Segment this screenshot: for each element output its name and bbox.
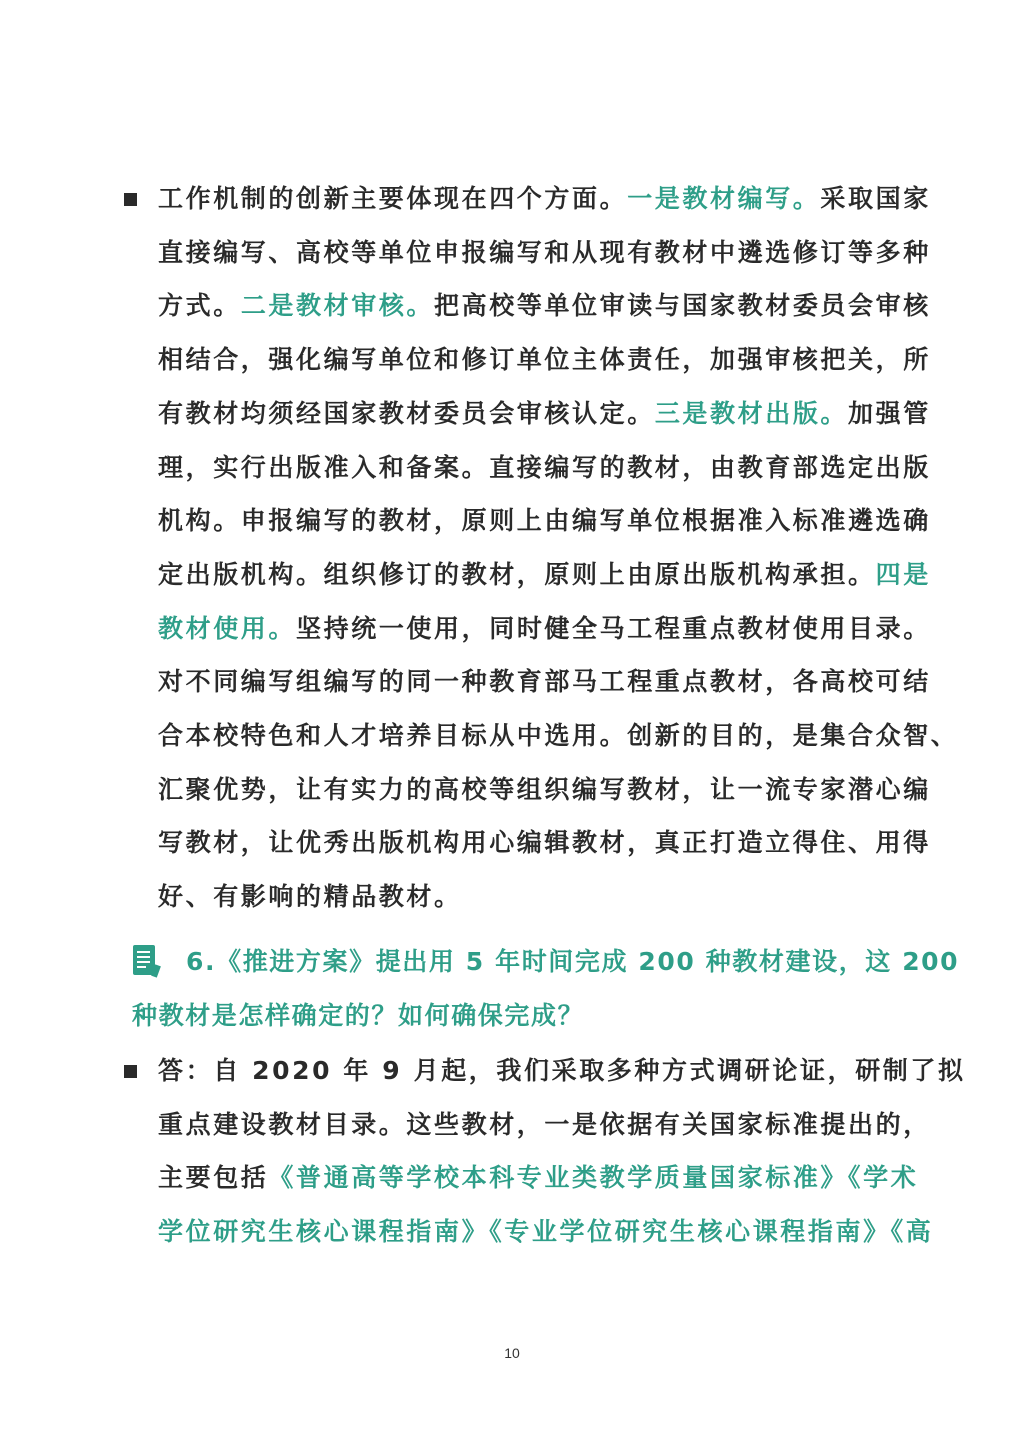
page-number: 10 [504, 1345, 520, 1361]
question-heading-line-2: 种教材是怎样确定的？如何确保完成？ [132, 1001, 585, 1030]
text-line [158, 235, 931, 271]
body-text: 相结合，强化编写单位和修订单位主体责任，加强审核把关，所 [158, 345, 931, 375]
text-line [158, 342, 931, 378]
body-text: 重点建设教材目录。这些教材，一是依据有关国家标准提出的， [158, 1109, 931, 1139]
text-line [158, 181, 931, 217]
text-line [158, 718, 958, 754]
text-line [158, 288, 931, 324]
body-text: 主要包括 [158, 1163, 269, 1193]
body-text: 直接编写、高校等单位申报编写和从现有教材中遴选修订等多种 [158, 237, 931, 267]
text-line [158, 879, 462, 915]
document-icon [131, 943, 161, 979]
text-line [158, 450, 931, 486]
body-text: 理，实行出版准入和备案。直接编写的教材，由教育部选定出版 [158, 452, 931, 482]
text-line [158, 1160, 918, 1196]
highlighted-text: 教材使用。 [158, 613, 297, 643]
body-text: 好、有影响的精品教材。 [158, 882, 462, 912]
body-text: 写教材，让优秀出版机构用心编辑教材，真正打造立得住、用得 [158, 828, 931, 858]
body-text: 坚持统一使用，同时健全马工程重点教材使用目录。 [296, 613, 931, 643]
body-text: 加强管 [848, 398, 931, 428]
highlighted-text: 四是 [875, 559, 931, 589]
body-text: 把高校等单位审读与国家教材委员会审核 [434, 291, 931, 321]
bullet-marker [124, 193, 137, 206]
question-heading-line-1: 6.《推进方案》提出用 5 年时间完成 200 种教材建设，这 200 [186, 947, 960, 976]
text-line [158, 1107, 931, 1143]
text-line [158, 1214, 933, 1250]
body-text: 方式。 [158, 291, 241, 321]
body-text: 定出版机构。组织修订的教材，原则上由原出版机构承担。 [158, 559, 876, 589]
highlighted-text: 三是教材出版。 [654, 398, 849, 428]
text-line [158, 557, 931, 593]
text-line [158, 1053, 966, 1089]
text-line [158, 396, 931, 432]
body-text: 合本校特色和人才培养目标从中选用。创新的目的，是集合众智、 [158, 721, 959, 750]
text-line [158, 503, 931, 539]
highlighted-text: 一是教材编写。 [627, 184, 821, 213]
highlighted-text: 《普通高等学校本科专业类教学质量国家标准》《学术 [268, 1163, 919, 1193]
text-line [158, 825, 931, 861]
body-text: 工作机制的创新主要体现在四个方面。 [158, 184, 628, 213]
bullet-marker [124, 1065, 137, 1078]
highlighted-text: 二是教材审核。 [240, 291, 435, 321]
text-line [158, 664, 931, 700]
body-text: 对不同编写组编写的同一种教育部马工程重点教材，各高校可结 [158, 667, 931, 697]
text-line [158, 772, 931, 808]
body-text: 机构。申报编写的教材，原则上由编写单位根据准入标准遴选确 [158, 506, 931, 536]
body-text: 答：自 2020 年 9 月起，我们采取多种方式调研论证，研制了拟 [158, 1056, 966, 1085]
body-text: 有教材均须经国家教材委员会审核认定。 [158, 398, 655, 428]
body-text: 汇聚优势，让有实力的高校等组织编写教材，让一流专家潜心编 [158, 774, 931, 804]
text-line [158, 611, 931, 647]
body-text: 采取国家 [820, 184, 931, 213]
highlighted-text: 学位研究生核心课程指南》《专业学位研究生核心课程指南》《高 [158, 1217, 934, 1247]
